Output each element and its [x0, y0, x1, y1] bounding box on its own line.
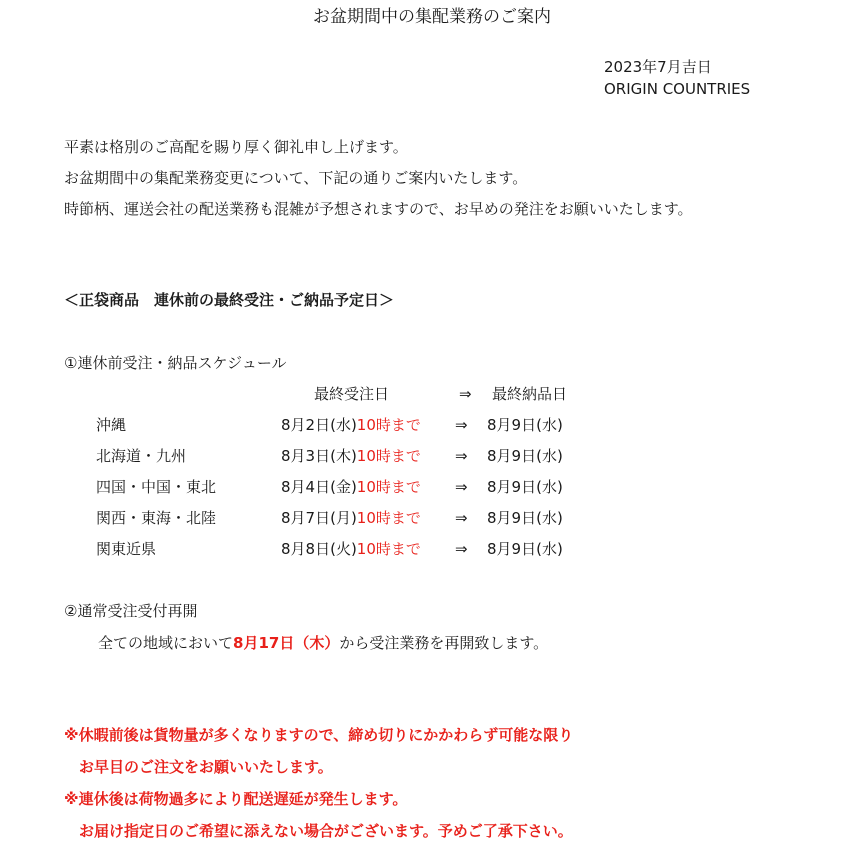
resume-heading: ②通常受注受付再開	[64, 602, 198, 620]
schedule-row-deadline	[281, 449, 421, 464]
note-line-2: お早目のご注文をお願いいたします。	[64, 758, 333, 776]
arrow-icon: ⇒	[455, 447, 468, 465]
company-name: ORIGIN COUNTRIES	[604, 80, 751, 98]
deadline-time: 10時まで	[356, 478, 421, 496]
section-title: ＜正袋商品 連休前の最終受注・ご納品予定日＞	[64, 291, 395, 309]
deadline-date: 8月8日(火)	[281, 540, 357, 558]
schedule-row-delivery: 8月9日(水)	[487, 478, 563, 496]
schedule-row-deadline	[281, 480, 421, 495]
arrow-icon: ⇒	[455, 478, 468, 496]
page-title: お盆期間中の集配業務のご案内	[313, 7, 551, 27]
schedule-row-region: 関西・東海・北陸	[96, 509, 217, 527]
deadline-time: 10時まで	[356, 447, 421, 465]
col-delivery-header: 最終納品日	[492, 385, 568, 403]
schedule-row-delivery: 8月9日(水)	[487, 540, 563, 558]
schedule-row-deadline	[281, 542, 421, 557]
arrow-icon: ⇒	[455, 509, 468, 527]
resume-text-after: から受注業務を再開致します。	[339, 634, 549, 652]
resume-text	[98, 636, 548, 651]
schedule-row-region: 沖縄	[96, 416, 127, 434]
note-line-3: ※連休後は荷物過多により配送遅延が発生します。	[64, 790, 408, 808]
schedule-row-deadline	[281, 511, 421, 526]
schedule-row-region: 関東近県	[96, 540, 157, 558]
issue-date: 2023年7月吉日	[604, 58, 712, 76]
schedule-row-delivery: 8月9日(水)	[487, 416, 563, 434]
note-line-1: ※休暇前後は貨物量が多くなりますので、締め切りにかかわらず可能な限り	[64, 726, 574, 744]
schedule-row-deadline	[281, 418, 421, 433]
deadline-date: 8月7日(月)	[281, 509, 357, 527]
col-deadline-header: 最終受注日	[314, 385, 390, 403]
deadline-time: 10時まで	[356, 540, 421, 558]
schedule-row-delivery: 8月9日(水)	[487, 447, 563, 465]
deadline-time: 10時まで	[356, 509, 421, 527]
arrow-icon: ⇒	[455, 540, 468, 558]
deadline-date: 8月3日(木)	[281, 447, 357, 465]
deadline-time: 10時まで	[356, 416, 421, 434]
deadline-date: 8月2日(水)	[281, 416, 357, 434]
resume-date-highlight: 8月17日（木）	[233, 634, 340, 652]
resume-text-before: 全ての地域において	[98, 634, 234, 652]
note-line-4: お届け指定日のご希望に添えない場合がございます。予めご了承下さい。	[64, 822, 573, 840]
schedule-row-region: 北海道・九州	[96, 447, 187, 465]
schedule-heading: ①連休前受注・納品スケジュール	[64, 354, 287, 372]
greeting-line-1: 平素は格別のご高配を賜り厚く御礼申し上げます。	[64, 138, 408, 156]
greeting-line-2: お盆期間中の集配業務変更について、下記の通りご案内いたします。	[64, 169, 528, 187]
schedule-row-delivery: 8月9日(水)	[487, 509, 563, 527]
schedule-row-region: 四国・中国・東北	[96, 478, 217, 496]
arrow-icon: ⇒	[455, 416, 468, 434]
col-arrow-header: ⇒	[459, 385, 472, 403]
greeting-line-3: 時節柄、運送会社の配送業務も混雑が予想されますので、お早めの発注をお願いいたします。	[64, 200, 693, 218]
deadline-date: 8月4日(金)	[281, 478, 357, 496]
